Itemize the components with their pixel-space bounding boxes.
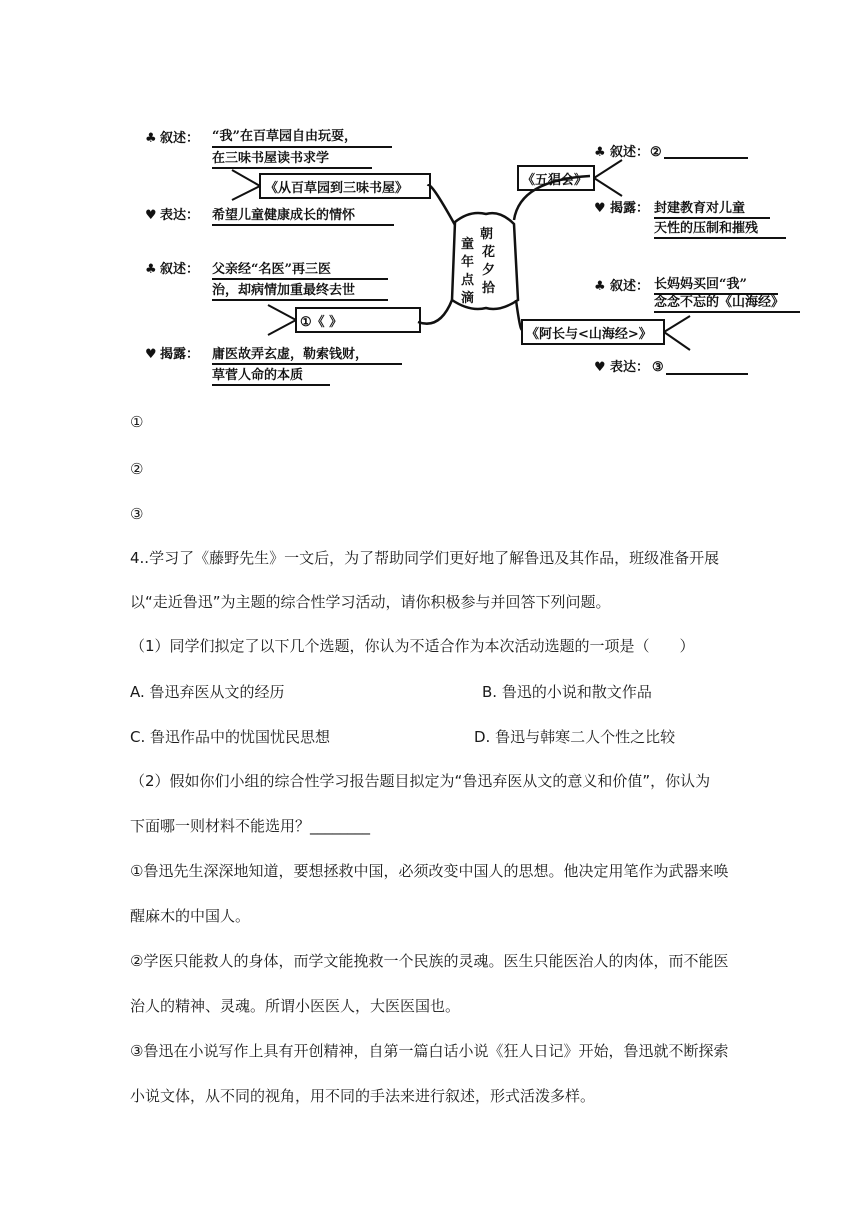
svg-text:治，却病情加重最终去世: 治，却病情加重最终去世 (212, 283, 356, 298)
right-box-1-title: 《五猖会》 (522, 173, 588, 188)
right-box-2-title: 《阿长与<山海经>》 (526, 327, 652, 342)
svg-text:叙述：: 叙述： (610, 145, 650, 160)
material-3-line-1: ③鲁迅在小说写作上具有开创精神，自第一篇白话小说《狂人日记》开始，鲁迅就不断探索 (130, 1042, 729, 1060)
mind-map-diagram (0, 0, 860, 400)
material-2-line-1: ②学医只能救人的身体，而学文能挽救一个民族的灵魂。医生只能医治人的肉体，而不能医 (130, 952, 729, 970)
svg-text:天性的压制和摧残: 天性的压制和摧残 (654, 221, 759, 236)
svg-text:滴: 滴 (461, 291, 475, 306)
svg-text:揭露：: 揭露： (610, 201, 650, 216)
svg-text:叙述：: 叙述： (160, 262, 200, 277)
svg-text:♣: ♣ (145, 131, 157, 146)
material-1-line-2: 醒麻木的中国人。 (130, 907, 251, 925)
left-box-2-narrate (145, 261, 388, 300)
svg-text:夕: 夕 (482, 263, 496, 278)
svg-text:♥: ♥ (594, 360, 606, 375)
svg-text:♣: ♣ (145, 262, 157, 277)
svg-text:揭露：: 揭露： (160, 347, 200, 362)
svg-text:♣: ♣ (594, 279, 606, 294)
option-b: B. 鲁迅的小说和散文作品 (482, 683, 652, 701)
svg-text:表达：: 表达： (610, 360, 650, 375)
left-box-2-title: ①《 》 (300, 315, 343, 330)
material-2-line-2: 治人的精神、灵魂。所谓小医医人，大医医国也。 (130, 997, 461, 1015)
svg-text:念念不忘的《山海经》: 念念不忘的《山海经》 (654, 295, 785, 310)
q4-intro-line-2: 以“走近鲁迅”为主题的综合性学习活动，请你积极参与并回答下列问题。 (130, 593, 611, 611)
answer-1: ① (130, 413, 144, 431)
svg-text:♣: ♣ (594, 145, 606, 160)
center-title (461, 226, 496, 306)
q4-sub-question-2-line-2: 下面哪一则材料不能选用？________ (130, 817, 371, 835)
right-box-1-narrate (594, 144, 748, 160)
right-box-2-narrate (594, 276, 800, 312)
svg-text:♥: ♥ (594, 201, 606, 216)
left-box-1 (232, 170, 430, 200)
option-c: C. 鲁迅作品中的忧国忧民思想 (130, 728, 331, 746)
svg-text:叙述：: 叙述： (610, 279, 650, 294)
svg-text:“我”在百草园自由玩耍，: “我”在百草园自由玩耍， (212, 129, 357, 144)
svg-text:年: 年 (461, 255, 475, 270)
svg-text:点: 点 (461, 273, 475, 288)
q4-sub-question-2-line-1: （2）假如你们小组的综合性学习报告题目拟定为“鲁迅弃医从文的意义和价值”，你认为 (130, 772, 711, 790)
option-d: D. 鲁迅与韩寒二人个性之比较 (474, 728, 676, 746)
svg-text:封建教育对儿童: 封建教育对儿童 (654, 201, 746, 216)
svg-text:父亲经“名医”再三医: 父亲经“名医”再三医 (212, 262, 331, 277)
material-1-line-1: ①鲁迅先生深深地知道，要想拯救中国，必须改变中国人的思想。他决定用笔作为武器来唤 (130, 862, 729, 880)
svg-text:♥: ♥ (145, 347, 157, 362)
svg-text:②: ② (650, 145, 662, 160)
left-box-1-express (145, 207, 394, 225)
svg-text:长妈妈买回“我”: 长妈妈买回“我” (654, 277, 747, 292)
svg-text:在三味书屋读书求学: 在三味书屋读书求学 (212, 151, 330, 166)
q4-sub-question-1: （1）同学们拟定了以下几个选题，你认为不适合作为本次活动选题的一项是（ ） (130, 637, 695, 655)
material-3-line-2: 小说文体，从不同的视角，用不同的手法来进行叙述，形式活泼多样。 (130, 1087, 596, 1105)
option-a: A. 鲁迅弃医从文的经历 (130, 683, 285, 701)
svg-text:希望儿童健康成长的情怀: 希望儿童健康成长的情怀 (212, 208, 356, 223)
svg-text:表达：: 表达： (160, 208, 200, 223)
left-box-1-title: 《从百草园到三味书屋》 (265, 181, 409, 196)
svg-text:拾: 拾 (482, 281, 496, 296)
svg-text:庸医故弄玄虚，勒索钱财，: 庸医故弄玄虚，勒索钱财， (212, 347, 369, 362)
left-box-2-reveal (145, 346, 402, 385)
svg-text:朝: 朝 (480, 227, 494, 242)
left-box-1-narrate (145, 128, 392, 168)
svg-text:叙述：: 叙述： (160, 131, 200, 146)
right-box-2 (522, 316, 690, 350)
right-box-1 (518, 160, 622, 196)
right-box-2-express (594, 359, 748, 375)
right-box-1-reveal (594, 200, 786, 238)
q4-intro-line-1: 4..学习了《藤野先生》一文后，为了帮助同学们更好地了解鲁迅及其作品，班级准备开展 (130, 549, 720, 567)
svg-text:③: ③ (652, 360, 664, 375)
answer-2: ② (130, 460, 144, 478)
svg-text:童: 童 (461, 237, 475, 252)
answer-3: ③ (130, 505, 144, 523)
svg-text:♥: ♥ (145, 208, 157, 223)
svg-text:草菅人命的本质: 草菅人命的本质 (212, 368, 304, 383)
svg-text:花: 花 (482, 245, 496, 260)
left-box-2 (268, 305, 420, 335)
